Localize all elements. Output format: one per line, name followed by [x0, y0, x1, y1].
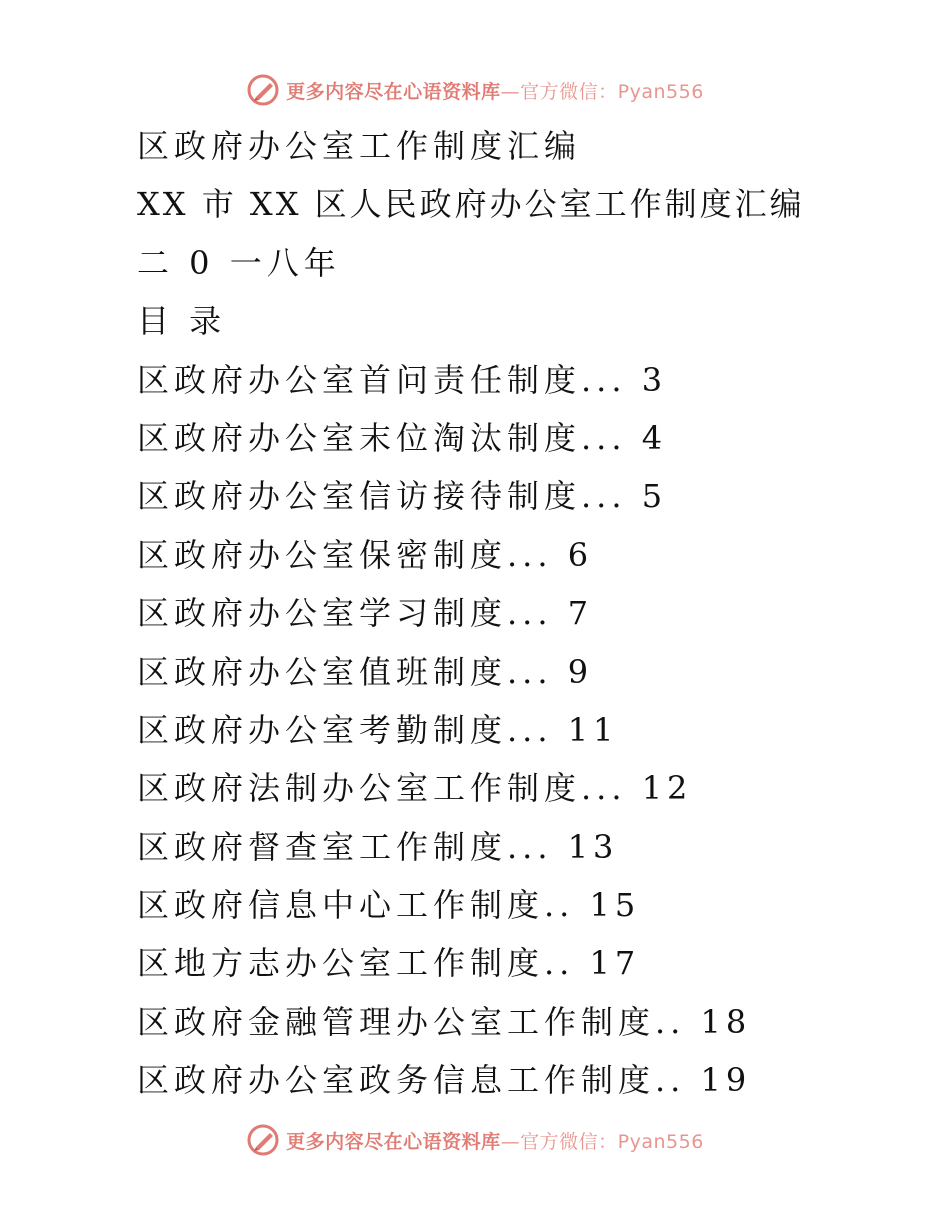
toc-entry: 区政府督查室工作制度... 13 [137, 827, 619, 866]
watermark-footer [0, 1120, 950, 1160]
watermark-sub-text: —官方微信：Pyan556 [500, 80, 704, 103]
doc-subtitle: XX 市 XX 区人民政府办公室工作制度汇编 [137, 185, 805, 224]
doc-year: 二 0 一八年 [137, 243, 341, 282]
toc-entry: 区政府办公室信访接待制度... 5 [137, 477, 668, 516]
toc-entry: 区政府法制办公室工作制度... 12 [137, 769, 693, 808]
document-body [137, 117, 917, 1110]
doc-title: 区政府办公室工作制度汇编 [137, 127, 582, 165]
toc-entry: 区政府办公室值班制度... 9 [137, 652, 594, 691]
pen-logo-icon [246, 1123, 280, 1157]
watermark-text [286, 77, 704, 104]
toc-entry: 区政府办公室末位淘汰制度... 4 [137, 418, 668, 457]
watermark-header [0, 70, 950, 110]
toc-entry: 区政府办公室考勤制度... 11 [137, 710, 619, 749]
toc-entry: 区政府金融管理办公室工作制度.. 18 [137, 1002, 752, 1041]
toc-heading: 目 录 [137, 302, 227, 341]
toc-entry: 区地方志办公室工作制度.. 17 [137, 944, 641, 983]
watermark-text [286, 1127, 704, 1154]
pen-logo-icon [246, 73, 280, 107]
toc-entry: 区政府信息中心工作制度.. 15 [137, 886, 641, 925]
toc-entry: 区政府办公室政务信息工作制度.. 19 [137, 1061, 752, 1100]
watermark-sub-text: —官方微信：Pyan556 [500, 1130, 704, 1153]
toc-entry: 区政府办公室保密制度... 6 [137, 535, 594, 574]
watermark-main-text: 更多内容尽在心语资料库 [286, 80, 501, 103]
watermark-main-text: 更多内容尽在心语资料库 [286, 1130, 501, 1153]
toc-entry: 区政府办公室学习制度... 7 [137, 594, 594, 633]
toc-entry: 区政府办公室首问责任制度... 3 [137, 360, 668, 399]
